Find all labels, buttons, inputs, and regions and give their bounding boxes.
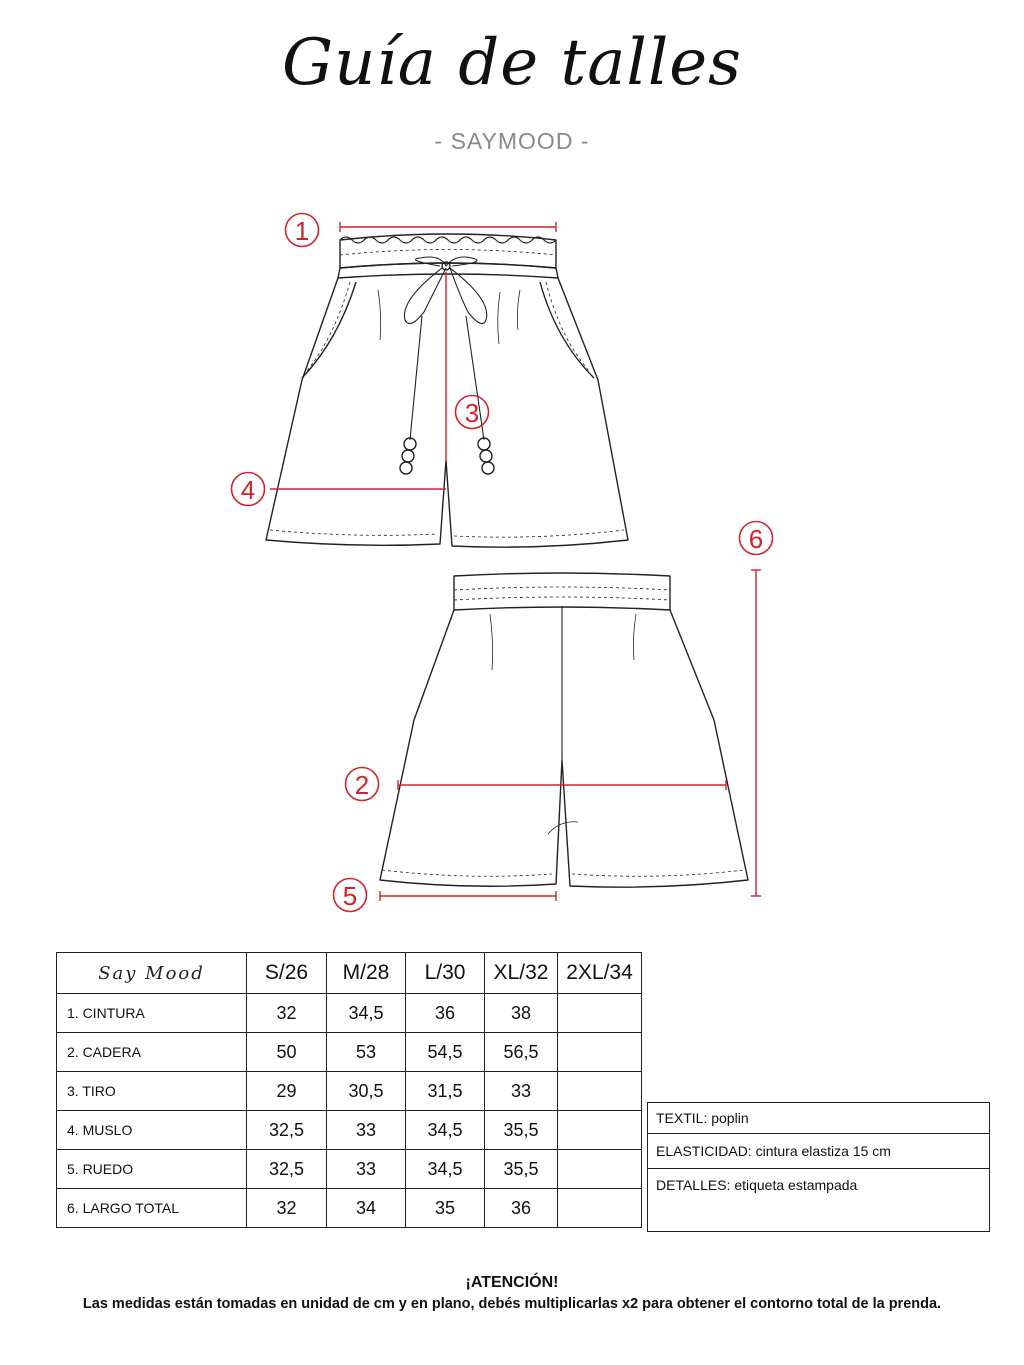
measure-label: 1. CINTURA <box>57 994 247 1033</box>
measure-value: 32,5 <box>247 1150 327 1189</box>
size-table-header <box>57 953 642 994</box>
size-column-header: M/28 <box>327 953 406 994</box>
measure-label: 6. LARGO TOTAL <box>57 1189 247 1228</box>
measure-label: 3. TIRO <box>57 1072 247 1111</box>
measure-value <box>558 1111 642 1150</box>
measure-value: 32,5 <box>247 1111 327 1150</box>
measure-value <box>558 1189 642 1228</box>
elasticidad-info: ELASTICIDAD: cintura elastiza 15 cm <box>648 1134 990 1169</box>
measure-value: 36 <box>485 1189 558 1228</box>
brand-subtitle: - SAYMOOD - <box>434 128 590 154</box>
measure-value: 29 <box>247 1072 327 1111</box>
svg-text:6: 6 <box>748 524 764 554</box>
table-row <box>57 1033 642 1072</box>
svg-text:1: 1 <box>294 216 310 246</box>
measure-value: 53 <box>327 1033 406 1072</box>
page-title: Guía de talles <box>281 26 743 100</box>
measure-value: 34,5 <box>406 1111 485 1150</box>
marker-1 <box>284 212 320 248</box>
size-table <box>56 952 642 1228</box>
measure-value: 34,5 <box>406 1150 485 1189</box>
measure-value: 38 <box>485 994 558 1033</box>
measure-value: 36 <box>406 994 485 1033</box>
warning-title: ¡ATENCIÓN! <box>465 1274 559 1291</box>
measure-value: 30,5 <box>327 1072 406 1111</box>
svg-text:3: 3 <box>464 398 480 428</box>
marker-6 <box>738 520 774 556</box>
size-column-header: S/26 <box>247 953 327 994</box>
table-row <box>57 1072 642 1111</box>
measure-value <box>558 994 642 1033</box>
measure-value: 54,5 <box>406 1033 485 1072</box>
size-column-header: L/30 <box>406 953 485 994</box>
marker-5 <box>332 877 368 913</box>
back-shorts-drawing <box>380 573 748 887</box>
warning-text: Las medidas están tomadas en unidad de cm y en plano, debés multiplicarlas x2 para obtener el contorno total de la prenda. <box>82 1296 942 1312</box>
svg-text:4: 4 <box>240 475 256 505</box>
marker-4 <box>230 471 266 507</box>
size-column-header: XL/32 <box>485 953 558 994</box>
measure-value: 33 <box>327 1111 406 1150</box>
measure-value: 35 <box>406 1189 485 1228</box>
marker-2 <box>344 766 380 802</box>
measure-label: 4. MUSLO <box>57 1111 247 1150</box>
measure-value: 34 <box>327 1189 406 1228</box>
measure-value: 34,5 <box>327 994 406 1033</box>
measure-value: 35,5 <box>485 1150 558 1189</box>
brand-signature: Say Mood <box>57 953 247 994</box>
detalles-info: DETALLES: etiqueta estampada <box>648 1169 990 1232</box>
measure-value <box>558 1150 642 1189</box>
measure-value: 35,5 <box>485 1111 558 1150</box>
measure-value: 32 <box>247 994 327 1033</box>
textil-info: TEXTIL: poplin <box>648 1103 990 1134</box>
measure-value: 56,5 <box>485 1033 558 1072</box>
table-row <box>57 994 642 1033</box>
measure-value <box>558 1033 642 1072</box>
marker-3 <box>454 394 490 430</box>
svg-text:5: 5 <box>342 881 358 911</box>
measure-label: 5. RUEDO <box>57 1150 247 1189</box>
size-column-header: 2XL/34 <box>558 953 642 994</box>
measure-value: 32 <box>247 1189 327 1228</box>
table-row <box>57 1111 642 1150</box>
table-row <box>57 1150 642 1189</box>
measure-value: 33 <box>485 1072 558 1111</box>
measure-value: 31,5 <box>406 1072 485 1111</box>
measure-value: 50 <box>247 1033 327 1072</box>
measure-label: 2. CADERA <box>57 1033 247 1072</box>
measure-value <box>558 1072 642 1111</box>
table-row <box>57 1189 642 1228</box>
svg-text:2: 2 <box>354 770 370 800</box>
fabric-info-table <box>647 1102 990 1232</box>
measure-value: 33 <box>327 1150 406 1189</box>
front-shorts-drawing <box>266 234 628 547</box>
